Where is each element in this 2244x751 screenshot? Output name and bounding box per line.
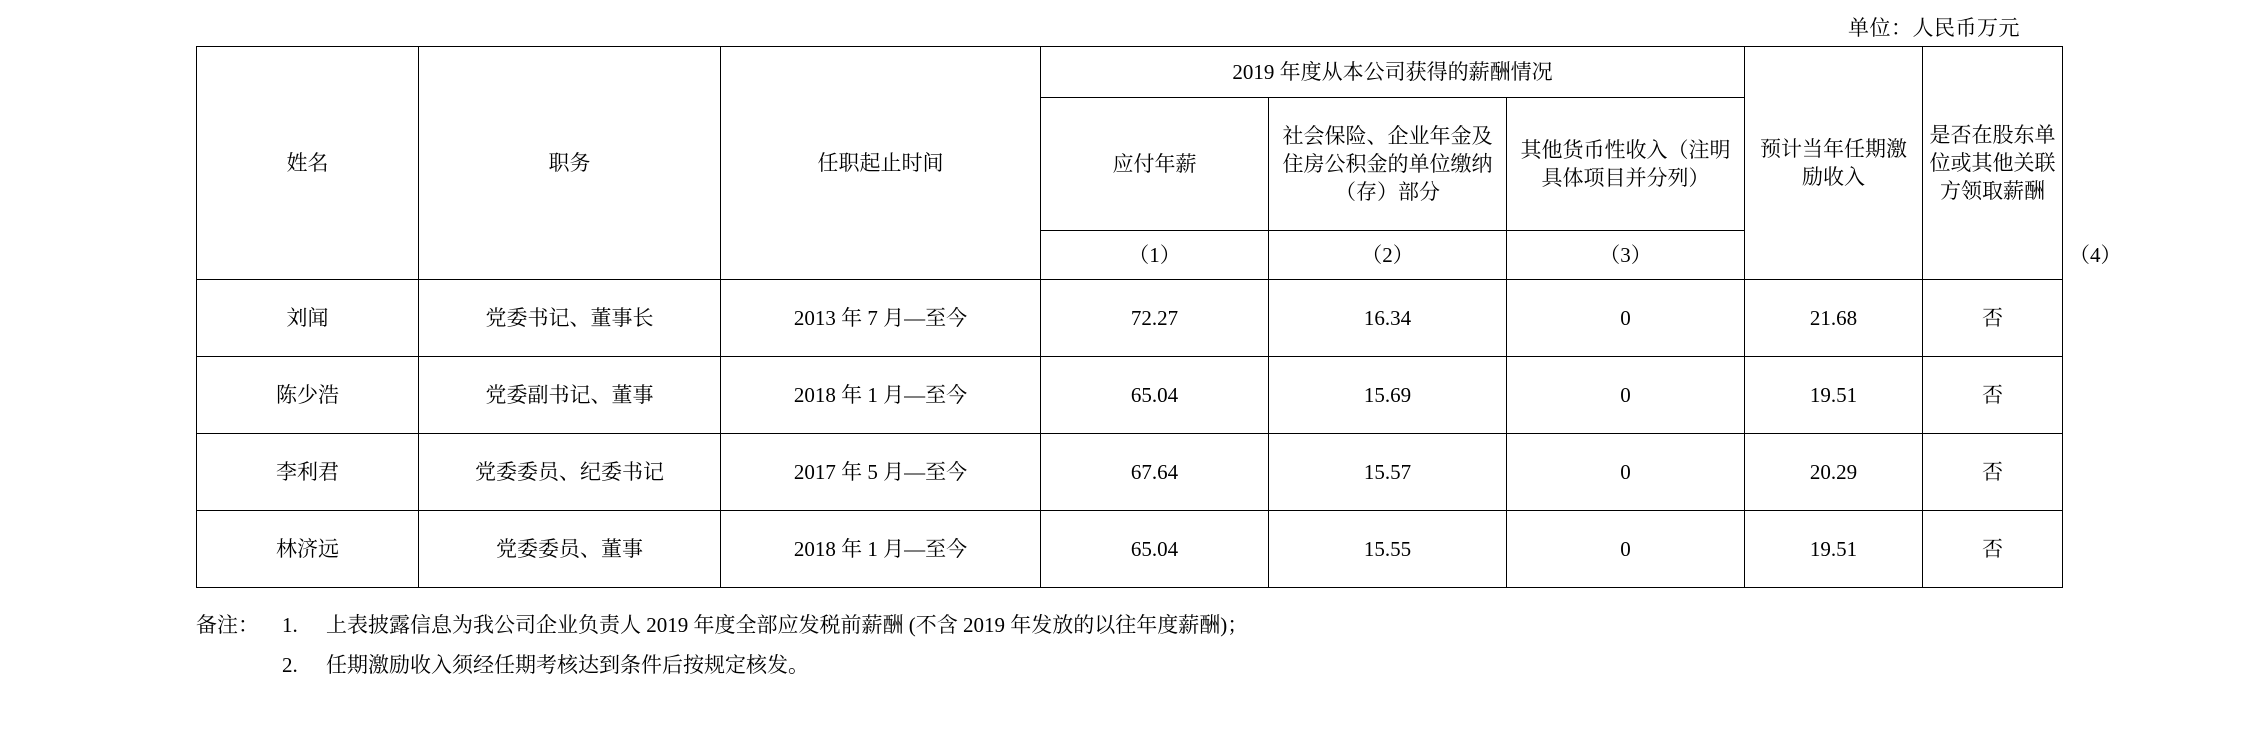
- cell-annual-salary: 65.04: [1041, 511, 1269, 588]
- note-text: 上表披露信息为我公司企业负责人 2019 年度全部应发税前薪酬 (不含 2019 年发放的以往年度薪酬)；: [326, 613, 1249, 637]
- compensation-table-wrapper: [196, 46, 2122, 588]
- cell-term: 2018 年 1 月—至今: [721, 511, 1041, 588]
- cell-other: 0: [1507, 357, 1745, 434]
- notes-label: 备注：: [196, 613, 259, 637]
- cell-position: 党委委员、纪委书记: [419, 434, 721, 511]
- cell-annual-salary: 72.27: [1041, 280, 1269, 357]
- cell-term: 2013 年 7 月—至今: [721, 280, 1041, 357]
- header-other-income: 其他货币性收入（注明具体项目并分列）: [1507, 98, 1745, 231]
- table-row: [197, 357, 2063, 434]
- cell-social: 15.69: [1269, 357, 1507, 434]
- cell-related: 否: [1923, 434, 2063, 511]
- note-item: [196, 606, 2096, 646]
- cell-incentive: 20.29: [1745, 434, 1923, 511]
- cell-incentive: 19.51: [1745, 357, 1923, 434]
- cell-name: 林济远: [197, 511, 419, 588]
- header-group-2019: 2019 年度从本公司获得的薪酬情况: [1041, 47, 1745, 98]
- note-number: 1.: [282, 613, 298, 637]
- cell-annual-salary: 65.04: [1041, 357, 1269, 434]
- header-num-3: （3）: [1507, 231, 1745, 280]
- cell-name: 刘闻: [197, 280, 419, 357]
- compensation-table: [196, 46, 2122, 588]
- header-name: 姓名: [197, 47, 419, 280]
- notes-block: [196, 606, 2096, 686]
- table-header: [197, 47, 2122, 280]
- cell-position: 党委委员、董事: [419, 511, 721, 588]
- unit-note: 单位：人民币万元: [1848, 16, 2020, 40]
- cell-social: 16.34: [1269, 280, 1507, 357]
- table-body: [197, 280, 2063, 588]
- header-num-2: （2）: [1269, 231, 1507, 280]
- cell-other: 0: [1507, 434, 1745, 511]
- cell-term: 2017 年 5 月—至今: [721, 434, 1041, 511]
- cell-related: 否: [1923, 357, 2063, 434]
- cell-position: 党委副书记、董事: [419, 357, 721, 434]
- cell-other: 0: [1507, 511, 1745, 588]
- table-row: [197, 511, 2063, 588]
- header-num-1: （1）: [1041, 231, 1269, 280]
- cell-term: 2018 年 1 月—至今: [721, 357, 1041, 434]
- note-item: [196, 646, 2096, 686]
- note-text: 任期激励收入须经任期考核达到条件后按规定核发。: [326, 652, 809, 677]
- cell-incentive: 19.51: [1745, 511, 1923, 588]
- header-position: 职务: [419, 47, 721, 280]
- header-row-group: [197, 47, 2063, 98]
- cell-name: 陈少浩: [197, 357, 419, 434]
- cell-annual-salary: 67.64: [1041, 434, 1269, 511]
- cell-social: 15.57: [1269, 434, 1507, 511]
- header-annual-salary: 应付年薪: [1041, 98, 1269, 231]
- table-row: [197, 434, 2063, 511]
- cell-related: 否: [1923, 511, 2063, 588]
- header-term: 任职起止时间: [721, 47, 1041, 280]
- cell-position: 党委书记、董事长: [419, 280, 721, 357]
- table-row: [197, 280, 2063, 357]
- cell-incentive: 21.68: [1745, 280, 1923, 357]
- cell-other: 0: [1507, 280, 1745, 357]
- header-row-numbers: （1） （2） （3） （4）: [197, 231, 2063, 280]
- cell-social: 15.55: [1269, 511, 1507, 588]
- header-incentive: 预计当年任期激励收入: [1745, 47, 1923, 280]
- header-related-party: 是否在股东单位或其他关联方领取薪酬: [1923, 47, 2063, 280]
- note-number: 2.: [282, 652, 298, 677]
- header-social-insurance: 社会保险、企业年金及住房公积金的单位缴纳（存）部分: [1269, 98, 1507, 231]
- cell-related: 否: [1923, 280, 2063, 357]
- cell-name: 李利君: [197, 434, 419, 511]
